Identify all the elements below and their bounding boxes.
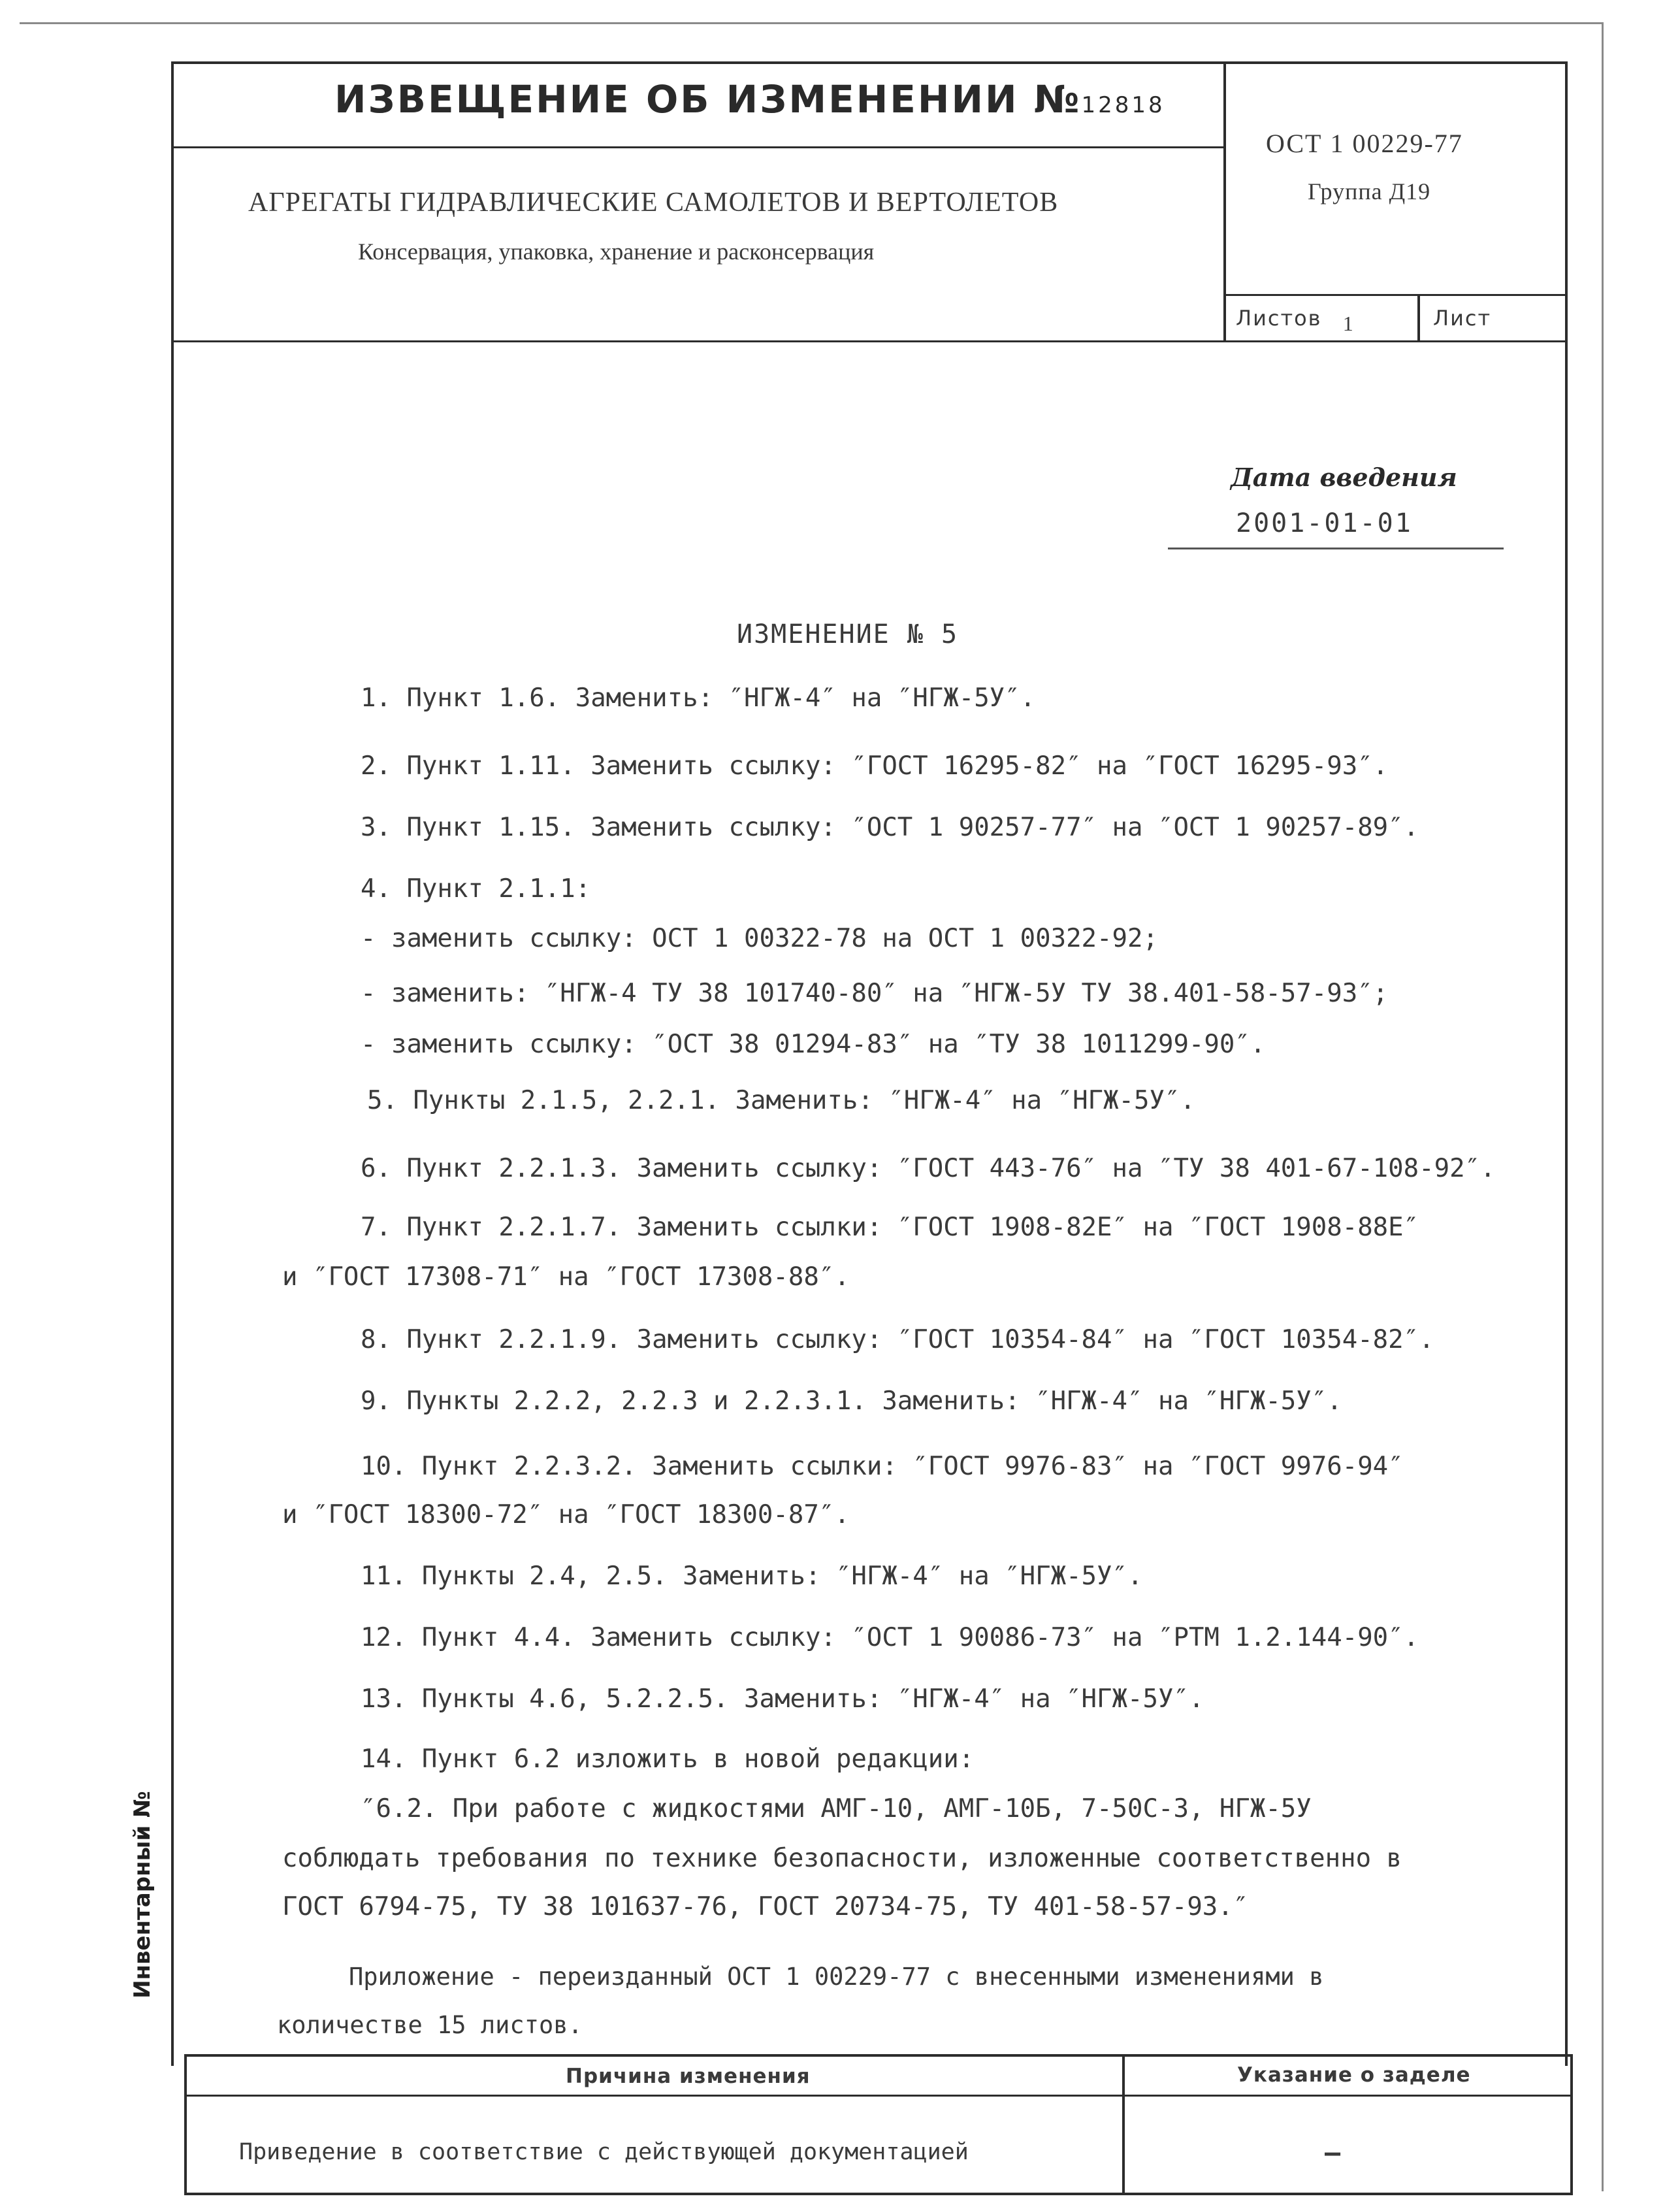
standard-group: Группа Д19 (1308, 178, 1431, 204)
intro-date-label: Дата введения (1231, 463, 1457, 492)
change-line: 14. Пункт 6.2 изложить в новой редакции: (361, 1744, 975, 1774)
change-line: - заменить ссылку: ОСТ 1 00322-78 на ОСТ 1 00322-92; (361, 924, 1158, 953)
change-line: 7. Пункт 2.2.1.7. Заменить ссылки: ″ГОСТ 1908-82Е″ на ″ГОСТ 1908-88Е″ (361, 1213, 1419, 1242)
inventory-label: Инвентарный № (129, 1791, 155, 1999)
notice-title-text: ИЗВЕЩЕНИЕ ОБ ИЗМЕНЕНИИ № (334, 77, 1082, 122)
change-line: 6. Пункт 2.2.1.3. Заменить ссылку: ″ГОСТ 443-76″ на ″ТУ 38 401-67-108-92″. (361, 1154, 1496, 1183)
product-title: АГРЕГАТЫ ГИДРАВЛИЧЕСКИЕ САМОЛЕТОВ И ВЕРТОЛЕТОВ (248, 188, 1059, 218)
intro-date-value: 2001-01-01 (1236, 508, 1413, 538)
sheets-count (1236, 306, 1355, 335)
change-line: 13. Пункты 4.6, 5.2.2.5. Заменить: ″НГЖ-4″ на ″НГЖ-5У″. (361, 1684, 1204, 1714)
reason-label: Причина изменения (566, 2065, 811, 2088)
change-line: и ″ГОСТ 18300-72″ на ″ГОСТ 18300-87″. (282, 1500, 850, 1529)
header-divider-vertical (1223, 61, 1226, 342)
change-line: 4. Пункт 2.1.1: (361, 874, 591, 904)
standard-number: ОСТ 1 00229-77 (1266, 129, 1463, 158)
backlog-label: Указание о заделе (1237, 2063, 1471, 2087)
footer-table (184, 2054, 1573, 2195)
change-line: 9. Пункты 2.2.2, 2.2.3 и 2.2.3.1. Заменить: ″НГЖ-4″ на ″НГЖ-5У″. (361, 1386, 1342, 1416)
change-line: соблюдать требования по технике безопасности, изложенные соответственно в (282, 1844, 1402, 1873)
notice-title (334, 77, 1165, 122)
change-line: и ″ГОСТ 17308-71″ на ″ГОСТ 17308-88″. (282, 1262, 850, 1292)
change-line: - заменить: ″НГЖ-4 ТУ 38 101740-80″ на ″НГЖ-5У ТУ 38.401-58-57-93″; (361, 979, 1389, 1008)
change-line: 1. Пункт 1.6. Заменить: ″НГЖ-4″ на ″НГЖ-5У″. (361, 683, 1036, 713)
change-line: количестве 15 листов. (277, 2011, 583, 2039)
reason-value: Приведение в соответствие с действующей документацией (239, 2139, 969, 2165)
change-line: 2. Пункт 1.11. Заменить ссылку: ″ГОСТ 16295-82″ на ″ГОСТ 16295-93″. (361, 751, 1389, 781)
change-line: Приложение - переизданный ОСТ 1 00229-77 с внесенными изменениями в (349, 1963, 1324, 1991)
footer-divider-vertical (1122, 2057, 1125, 2193)
notice-number: 12818 (1081, 92, 1165, 118)
intro-date-underline (1168, 548, 1504, 549)
change-title: ИЗМЕНЕНИЕ № 5 (737, 619, 959, 649)
header-divider-title (171, 146, 1225, 148)
footer-divider-horizontal (187, 2095, 1570, 2097)
sheets-label: Листов (1236, 306, 1322, 331)
change-line: 3. Пункт 1.15. Заменить ссылку: ″ОСТ 1 90257-77″ на ″ОСТ 1 90257-89″. (361, 813, 1419, 842)
change-line: ″6.2. При работе с жидкостями АМГ-10, АМГ-10Б, 7-50С-3, НГЖ-5У (361, 1794, 1312, 1823)
sheets-divider-vertical (1417, 294, 1420, 342)
change-line: 11. Пункты 2.4, 2.5. Заменить: ″НГЖ-4″ на ″НГЖ-5У″. (361, 1561, 1143, 1591)
change-line: 10. Пункт 2.2.3.2. Заменить ссылки: ″ГОСТ 9976-83″ на ″ГОСТ 9976-94″ (361, 1452, 1404, 1481)
product-subtitle: Консервация, упаковка, хранение и расконсервация (358, 238, 875, 265)
backlog-value: – (1325, 2138, 1341, 2168)
header-divider-sheets-top (1223, 294, 1568, 296)
change-line: - заменить ссылку: ″ОСТ 38 01294-83″ на ″ТУ 38 1011299-90″. (361, 1030, 1266, 1059)
header-divider-bottom (171, 340, 1568, 342)
change-line: 12. Пункт 4.4. Заменить ссылку: ″ОСТ 1 90086-73″ на ″РТМ 1.2.144-90″. (361, 1623, 1419, 1652)
change-line: 8. Пункт 2.2.1.9. Заменить ссылку: ″ГОСТ 10354-84″ на ″ГОСТ 10354-82″. (361, 1325, 1434, 1354)
sheets-value: 1 (1342, 312, 1355, 335)
change-line: ГОСТ 6794-75, ТУ 38 101637-76, ГОСТ 20734-75, ТУ 401-58-57-93.″ (282, 1892, 1249, 1921)
sheet-label: Лист (1433, 306, 1492, 331)
change-line: 5. Пункты 2.1.5, 2.2.1. Заменить: ″НГЖ-4″ на ″НГЖ-5У″. (367, 1086, 1195, 1115)
